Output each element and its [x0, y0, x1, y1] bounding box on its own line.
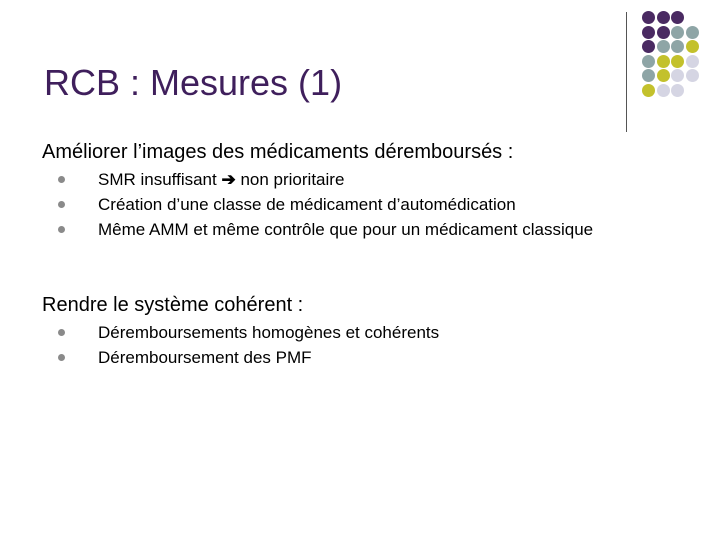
- bullet-dot-icon: [58, 176, 65, 183]
- list-item: [42, 219, 658, 240]
- decor-dot: [657, 55, 670, 68]
- bullet-list: [42, 322, 658, 368]
- bullet-dot-icon: [58, 354, 65, 361]
- decor-dot: [686, 40, 699, 53]
- divider-line: [626, 12, 627, 132]
- item-text: Création d’une classe de médicament d’automédication: [98, 195, 516, 214]
- decor-dot: [642, 11, 655, 24]
- bullet-list: [42, 169, 658, 240]
- list-item: [42, 322, 658, 343]
- item-text: Même AMM et même contrôle que pour un médicament classique: [98, 220, 594, 239]
- decor-dot: [657, 26, 670, 39]
- slide-title: RCB : Mesures (1): [44, 62, 343, 103]
- decor-dot: [642, 55, 655, 68]
- item-text-before: SMR insuffisant: [98, 170, 217, 189]
- decor-dot: [671, 40, 684, 53]
- decor-dot: [686, 69, 699, 82]
- decor-dot: [642, 84, 655, 97]
- item-text: Déremboursement des PMF: [98, 348, 312, 367]
- decor-dot: [657, 11, 670, 24]
- item-text-after: non prioritaire: [240, 170, 345, 189]
- decor-dot: [671, 26, 684, 39]
- decor-dot: [657, 69, 670, 82]
- bullet-dot-icon: [58, 201, 65, 208]
- decor-dot: [671, 84, 684, 97]
- list-item: [42, 347, 658, 368]
- item-text: Déremboursements homogènes et cohérents: [98, 323, 440, 342]
- bullet-dot-icon: [58, 226, 65, 233]
- decor-dot: [642, 40, 655, 53]
- decor-dot: [686, 26, 699, 39]
- decor-dot: [642, 69, 655, 82]
- bullet-dot-icon: [58, 329, 65, 336]
- section-improve-image: [42, 140, 658, 244]
- decor-dot: [671, 11, 684, 24]
- decor-dot: [642, 26, 655, 39]
- list-item: [42, 194, 658, 215]
- section-heading: Rendre le système cohérent :: [42, 294, 304, 316]
- decor-dot: [657, 40, 670, 53]
- right-arrow-icon: ➔: [221, 170, 236, 189]
- section-coherent-system: [42, 293, 658, 372]
- decor-dot: [671, 55, 684, 68]
- list-item: [42, 169, 658, 190]
- decor-dot: [686, 55, 699, 68]
- decor-dot: [657, 84, 670, 97]
- section-heading: Améliorer l’images des médicaments déremboursés :: [42, 141, 514, 163]
- decor-dot: [671, 69, 684, 82]
